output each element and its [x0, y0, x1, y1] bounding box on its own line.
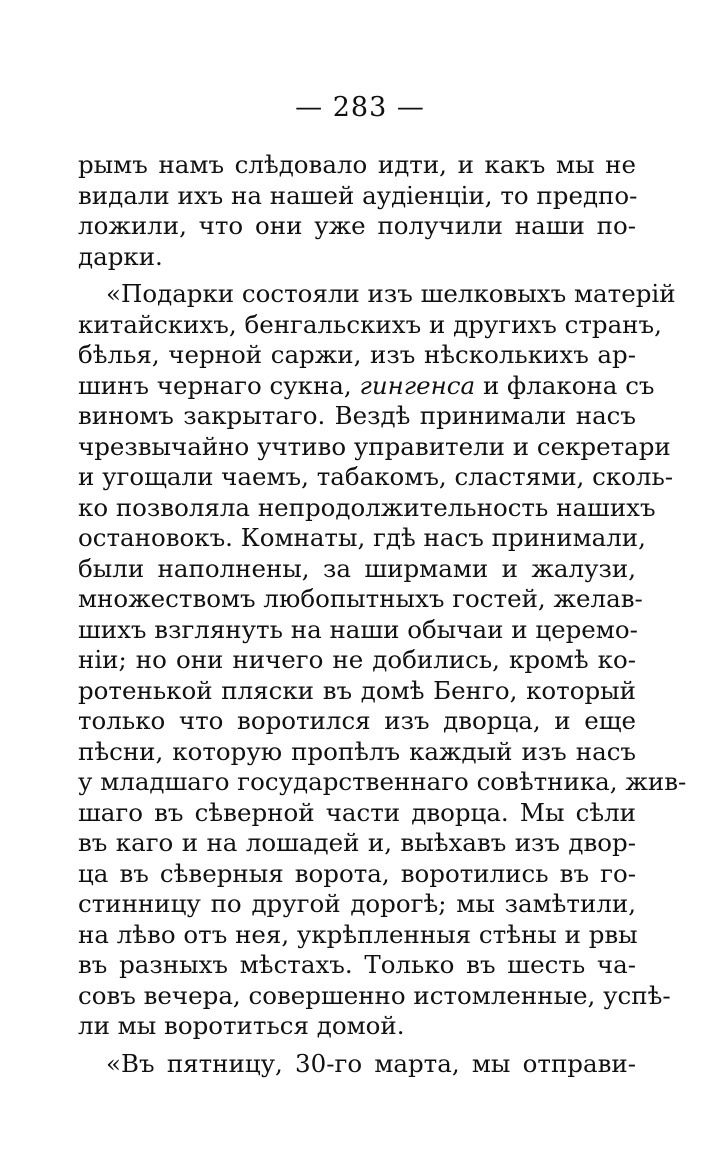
text-line: шихъ взглянуть на наши обычаи и церемо- [78, 614, 638, 644]
text-line: на лѣво отъ нея, укрѣпленныя стѣны и рвы [78, 919, 638, 949]
text-line: въ каго и на лошадей и, выѣхавъ изъ двор- [78, 828, 636, 857]
text-line: китайскихъ, бенгальскихъ и другихъ странъ, [78, 309, 662, 339]
text-line: ко позволяла непродолжительность нашихъ [78, 492, 656, 522]
text-line: только что воротился изъ дворца, и еще [78, 706, 636, 735]
text-line: видали ихъ на нашей аудіенціи, то предпо- [78, 180, 638, 210]
text-line: и угощали чаемъ, табакомъ, сластями, сколь- [78, 462, 674, 491]
text-line: чрезвычайно учтиво управители и секретари [78, 431, 671, 461]
text-line: множествомъ любопытныхъ гостей, желав- [78, 584, 643, 613]
text-line: виномъ закрытаго. Вездѣ принимали насъ [78, 401, 636, 430]
body-text [78, 150, 687, 1079]
text-line: «Въ пятницу, 30-го марта, мы отправи- [106, 1048, 636, 1078]
text-line: ложили, что они уже получили наши по- [78, 211, 636, 240]
text-line: дарки. [78, 241, 163, 271]
text-fragment: и флакона съ [482, 370, 655, 400]
text-line: шаго въ сѣверной части дворца. Мы сѣли [78, 797, 636, 827]
text-line: рымъ намъ слѣдовало идти, и какъ мы не [78, 150, 636, 179]
text-line-with-italic [78, 370, 655, 402]
text-line: ніи; но они ничего не добились, кромѣ ко- [78, 645, 636, 674]
italic-word: гингенса [359, 370, 476, 400]
text-line: стинницу по другой дорогѣ; мы замѣтили, [78, 889, 636, 918]
text-line: бѣлья, черной саржи, изъ нѣсколькихъ ар- [78, 340, 636, 369]
page-number: — 283 — [295, 92, 425, 123]
text-line: совъ вечера, совершенно истомленные, успѣ- [78, 980, 671, 1010]
text-line: въ разныхъ мѣстахъ. Только въ шесть ча- [78, 950, 636, 979]
text-line: пѣсни, которую пропѣлъ каждый изъ насъ [78, 736, 636, 766]
text-line: «Подарки состояли изъ шелковыхъ матерій [106, 279, 676, 308]
text-line: ротенькой пляски въ домѣ Бенго, который [78, 675, 636, 705]
text-line: остановокъ. Комнаты, гдѣ насъ принимали, [78, 523, 646, 552]
text-line: были наполнены, за ширмами и жалузи, [78, 553, 636, 583]
text-line: у младшаго государственнаго совѣтника, жив- [78, 767, 687, 796]
text-fragment: шинъ чернаго сукна, [78, 370, 352, 400]
text-line: ца въ сѣверныя ворота, воротились въ го- [78, 858, 636, 888]
text-line: ли мы воротиться домой. [78, 1011, 405, 1040]
